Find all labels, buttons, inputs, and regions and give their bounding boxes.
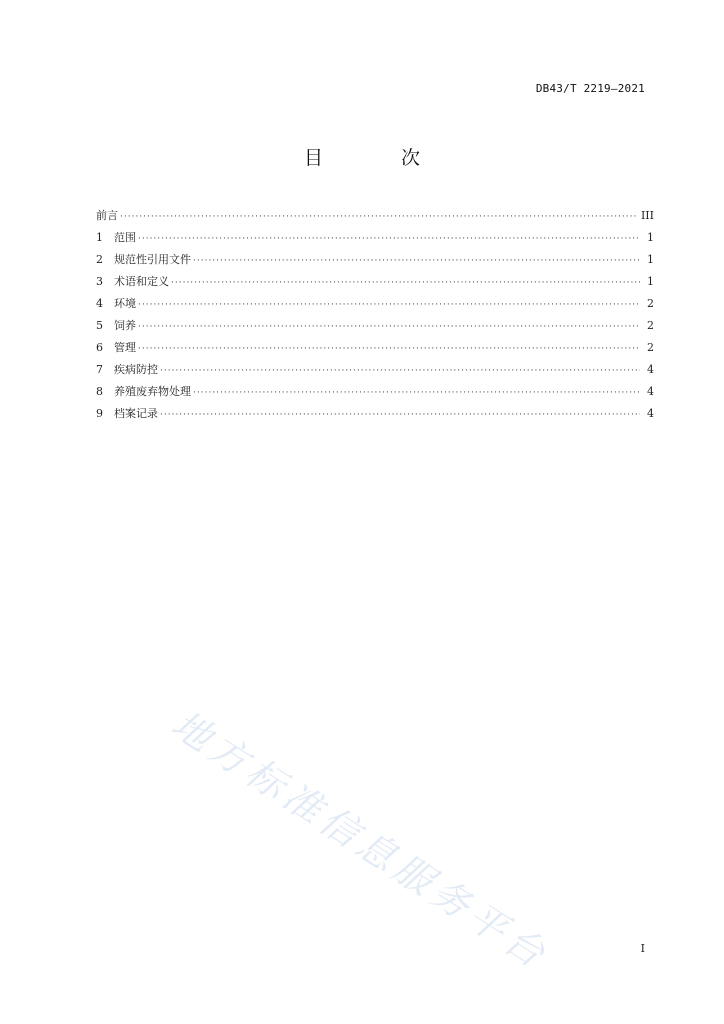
toc-entry-label: 饲养 [114,319,136,332]
toc-entry-number: 7 [96,363,103,376]
toc-leader-dots [160,404,640,426]
toc-leader-dots [160,360,640,382]
toc-entry-number: 1 [96,231,103,244]
toc-entry-number: 3 [96,275,103,288]
table-of-contents [96,205,654,425]
toc-entry-normative-references[interactable] [96,249,654,271]
toc-entry-terms-definitions[interactable] [96,271,654,293]
toc-entry-records[interactable] [96,403,654,425]
toc-entry-page: 4 [647,385,654,398]
toc-entry-foreword[interactable] [96,205,654,227]
toc-entry-label: 前言 [96,209,118,222]
toc-entry-label: 规范性引用文件 [114,253,191,266]
toc-entry-number: 2 [96,253,103,266]
toc-entry-page: 2 [647,341,654,354]
toc-entry-management[interactable] [96,337,654,359]
toc-entry-disease-control[interactable] [96,359,654,381]
toc-entry-number: 6 [96,341,103,354]
toc-entry-feeding[interactable] [96,315,654,337]
toc-entry-label: 养殖废弃物处理 [114,385,191,398]
toc-entry-label: 疾病防控 [114,363,158,376]
toc-leader-dots [138,228,640,250]
toc-title: 目 次 [303,147,457,169]
toc-entry-page: III [640,209,654,222]
toc-entry-page: 1 [647,231,654,244]
toc-entry-number: 8 [96,385,103,398]
toc-leader-dots [193,382,640,404]
toc-leader-dots [171,272,640,294]
toc-entry-number: 5 [96,319,103,332]
toc-leader-dots [138,294,640,316]
toc-entry-scope[interactable] [96,227,654,249]
toc-entry-page: 1 [647,253,654,266]
toc-leader-dots [193,250,640,272]
toc-entry-number: 9 [96,407,103,420]
toc-entry-number: 4 [96,297,103,310]
toc-entry-label: 管理 [114,341,136,354]
toc-leader-dots [138,338,640,360]
toc-leader-dots [120,206,637,228]
toc-entry-label: 术语和定义 [114,275,169,288]
page-number: I [640,942,645,955]
platform-watermark: 地方标准信息服务平台 [164,701,558,979]
toc-entry-label: 环境 [114,297,136,310]
toc-entry-page: 2 [647,297,654,310]
toc-entry-page: 4 [647,363,654,376]
toc-leader-dots [138,316,640,338]
toc-entry-page: 4 [647,407,654,420]
toc-entry-label: 范围 [114,231,136,244]
toc-entry-waste-treatment[interactable] [96,381,654,403]
toc-entry-environment[interactable] [96,293,654,315]
toc-entry-page: 1 [647,275,654,288]
toc-entry-label: 档案记录 [114,407,158,420]
document-code: DB43/T 2219—2021 [535,82,645,95]
toc-entry-page: 2 [647,319,654,332]
